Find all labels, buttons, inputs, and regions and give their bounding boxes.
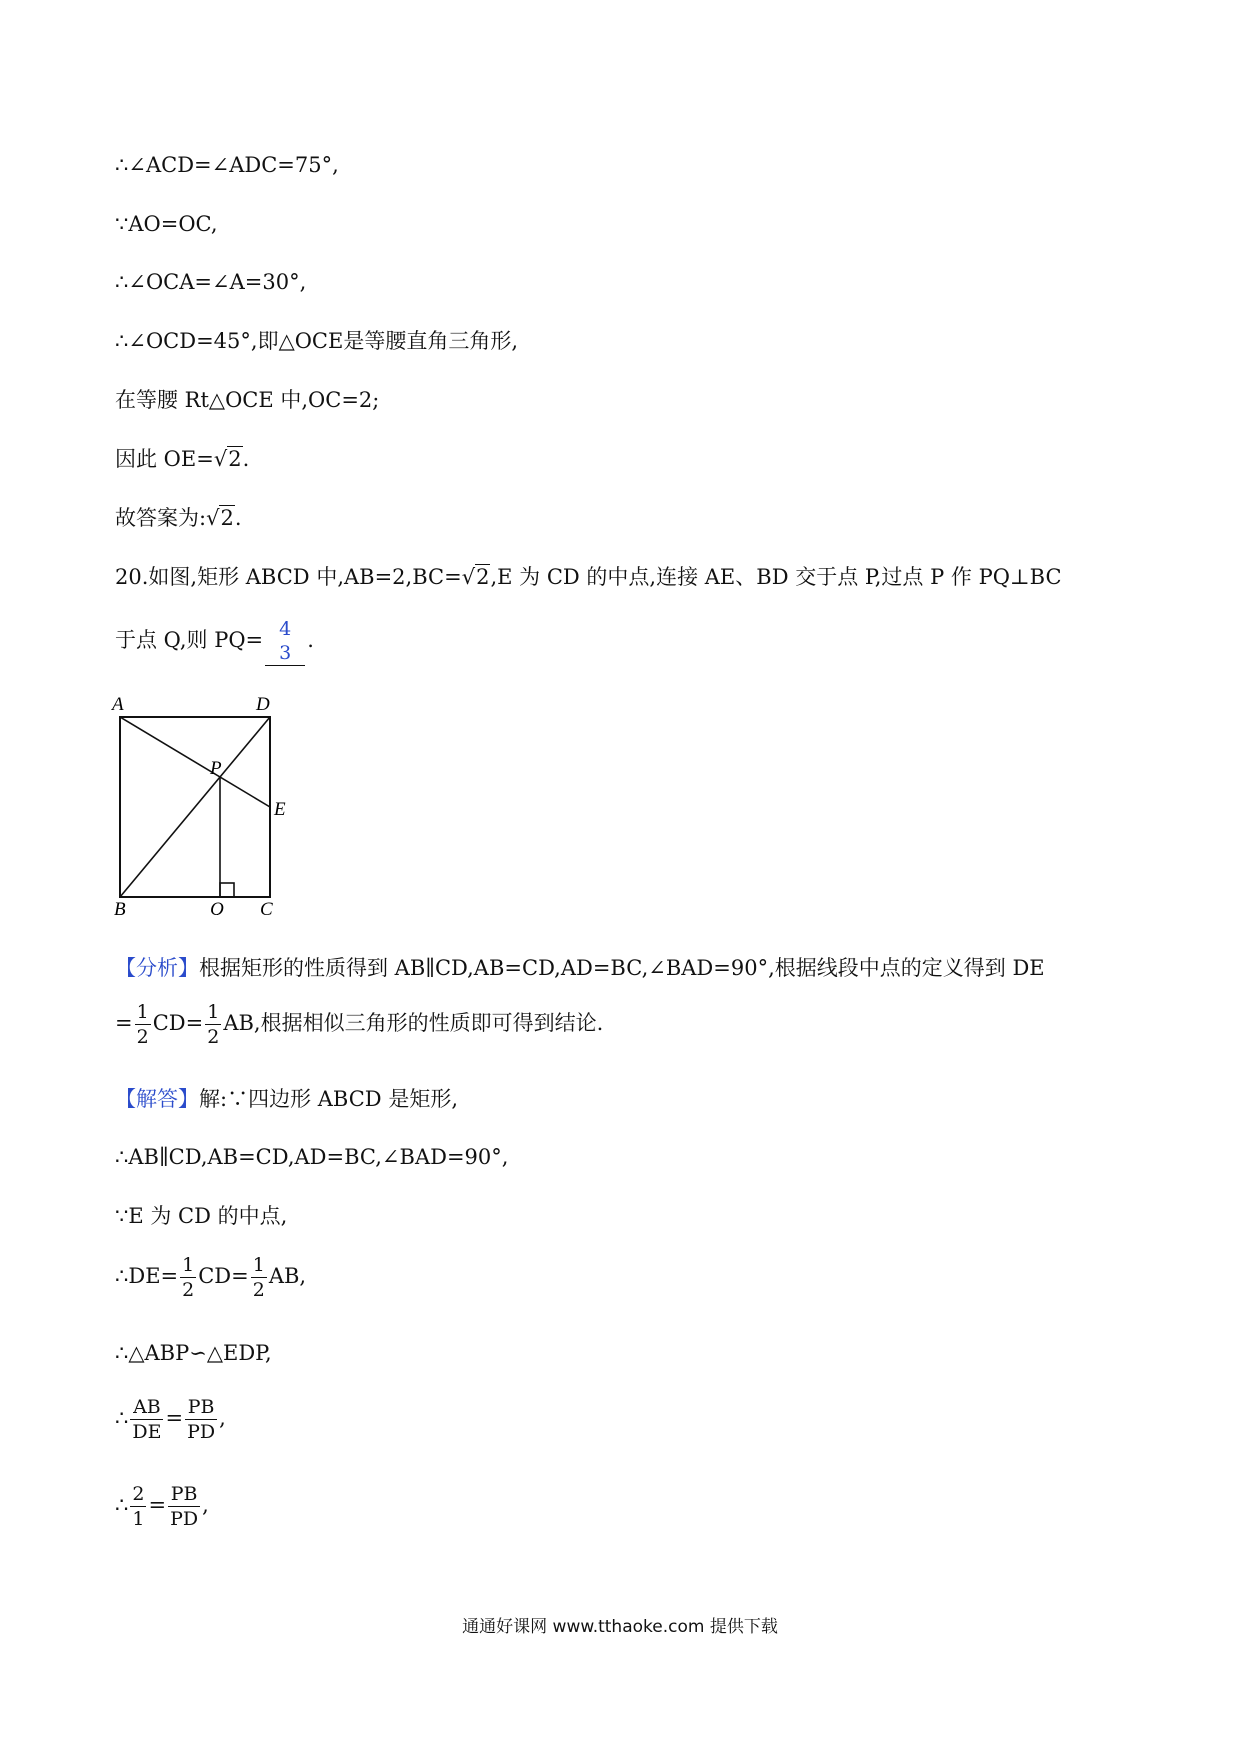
solution-tag: 【解答】 (115, 1087, 199, 1111)
s3-cd: CD= (198, 1264, 249, 1288)
q20-text-d: . (307, 628, 314, 652)
line-angle-acd: ∴∠ACD=∠ADC=75°, (115, 153, 339, 177)
s3-ab: AB, (268, 1264, 307, 1288)
fraction-numerator: 1 (182, 1254, 195, 1276)
fraction-denominator: 1 (132, 1508, 145, 1530)
fraction-numerator: PB (185, 1395, 217, 1420)
geometry-diagram (110, 695, 310, 915)
line-oe-value (115, 444, 249, 474)
label-q: Q (210, 899, 224, 915)
fraction-denominator: 2 (252, 1279, 265, 1301)
answer-numerator: 4 (279, 618, 292, 640)
s5-prefix: ∴ (115, 1406, 129, 1430)
fraction-numerator: PB (168, 1482, 200, 1507)
segment-ae (120, 717, 270, 807)
fraction-denominator: 2 (207, 1026, 220, 1048)
solution-text0: 解:∵四边形 ABCD 是矩形, (199, 1087, 458, 1111)
fraction-numerator: AB (130, 1395, 163, 1420)
analysis-cd: CD= (152, 1011, 204, 1035)
s3-prefix: ∴DE= (115, 1264, 179, 1288)
analysis-line2 (115, 995, 603, 1051)
q20-text-a: 20.如图,矩形 ABCD 中,AB=2,BC= (115, 565, 462, 589)
sqrt-symbol: √2 (213, 447, 242, 471)
label-b: B (114, 899, 126, 915)
answer-prefix: 故答案为: (115, 506, 207, 530)
oe-prefix: 因此 OE= (115, 447, 214, 471)
oe-period: . (242, 447, 250, 471)
question-20-line2 (115, 610, 314, 670)
fraction-denominator: PD (187, 1421, 216, 1443)
sqrt-radicand: 2 (220, 506, 234, 530)
analysis-line1 (115, 953, 1045, 983)
fraction-numerator: 1 (252, 1254, 265, 1276)
s6-eq: = (148, 1493, 167, 1517)
solution-line1: ∴AB∥CD,AB=CD,AD=BC,∠BAD=90°, (115, 1145, 509, 1169)
fraction-one-half (180, 1253, 196, 1302)
fraction-one-half (135, 1000, 151, 1049)
label-a: A (112, 695, 124, 715)
rectangle-figure (110, 695, 310, 919)
s6-end: , (202, 1493, 209, 1517)
line-answer (115, 503, 242, 533)
s5-eq: = (165, 1406, 184, 1430)
fraction-pb-pd (185, 1395, 217, 1444)
fraction-denominator: 2 (182, 1279, 195, 1301)
solution-line6 (115, 1477, 209, 1533)
fraction-one-half (251, 1253, 267, 1302)
sqrt-radicand: 2 (476, 565, 490, 589)
fraction-numerator: 1 (136, 1001, 149, 1023)
s6-prefix: ∴ (115, 1493, 129, 1517)
right-angle-mark (220, 883, 234, 897)
fraction-numerator: 2 (132, 1483, 145, 1505)
label-d: D (256, 695, 270, 715)
label-p: P (210, 758, 222, 779)
solution-line4: ∴△ABP∽△EDP, (115, 1341, 272, 1365)
q20-text-b: ,E 为 CD 的中点,连接 AE、BD 交于点 P,过点 P 作 PQ⊥BC (490, 565, 1062, 589)
solution-line2: ∵E 为 CD 的中点, (115, 1204, 288, 1228)
analysis-text2: AB,根据相似三角形的性质即可得到结论. (223, 1011, 604, 1035)
fraction-denominator: PD (170, 1508, 199, 1530)
sqrt-symbol: √2 (206, 506, 234, 530)
fraction-one-half (205, 1000, 221, 1049)
line-rt-oce: 在等腰 Rt△OCE 中,OC=2; (115, 388, 380, 412)
fraction-denominator: 2 (136, 1026, 149, 1048)
fraction-denominator: DE (132, 1421, 162, 1443)
solution-line5 (115, 1390, 226, 1446)
label-c: C (260, 899, 273, 915)
sqrt-symbol: √2 (461, 565, 490, 589)
analysis-text1: 根据矩形的性质得到 AB∥CD,AB=CD,AD=BC,∠BAD=90°,根据线段中点的定义得到 DE (199, 956, 1045, 980)
answer-denominator: 3 (265, 641, 305, 666)
fraction-numerator: 1 (207, 1001, 220, 1023)
solution-line3 (115, 1248, 306, 1304)
fraction-ab-de (130, 1395, 163, 1444)
answer-period: . (234, 506, 242, 530)
label-e: E (274, 799, 286, 820)
line-ao-oc: ∵AO=OC, (115, 212, 218, 236)
line-angle-oca: ∴∠OCA=∠A=30°, (115, 270, 307, 294)
s5-end: , (219, 1406, 226, 1430)
answer-blank-fraction (265, 617, 305, 666)
fraction-pb-pd (168, 1482, 200, 1531)
line-angle-ocd: ∴∠OCD=45°,即△OCE是等腰直角三角形, (115, 329, 519, 353)
segment-bd (120, 717, 270, 897)
q20-text-c: 于点 Q,则 PQ= (115, 628, 264, 652)
analysis-tag: 【分析】 (115, 956, 199, 980)
analysis-eq: = (115, 1011, 133, 1035)
solution-line0 (115, 1084, 458, 1114)
sqrt-radicand: 2 (228, 447, 242, 471)
fraction-two-one (130, 1482, 146, 1531)
page-footer: 通通好课网 www.tthaoke.com 提供下载 (462, 1617, 778, 1637)
question-20-line1 (115, 562, 1062, 592)
